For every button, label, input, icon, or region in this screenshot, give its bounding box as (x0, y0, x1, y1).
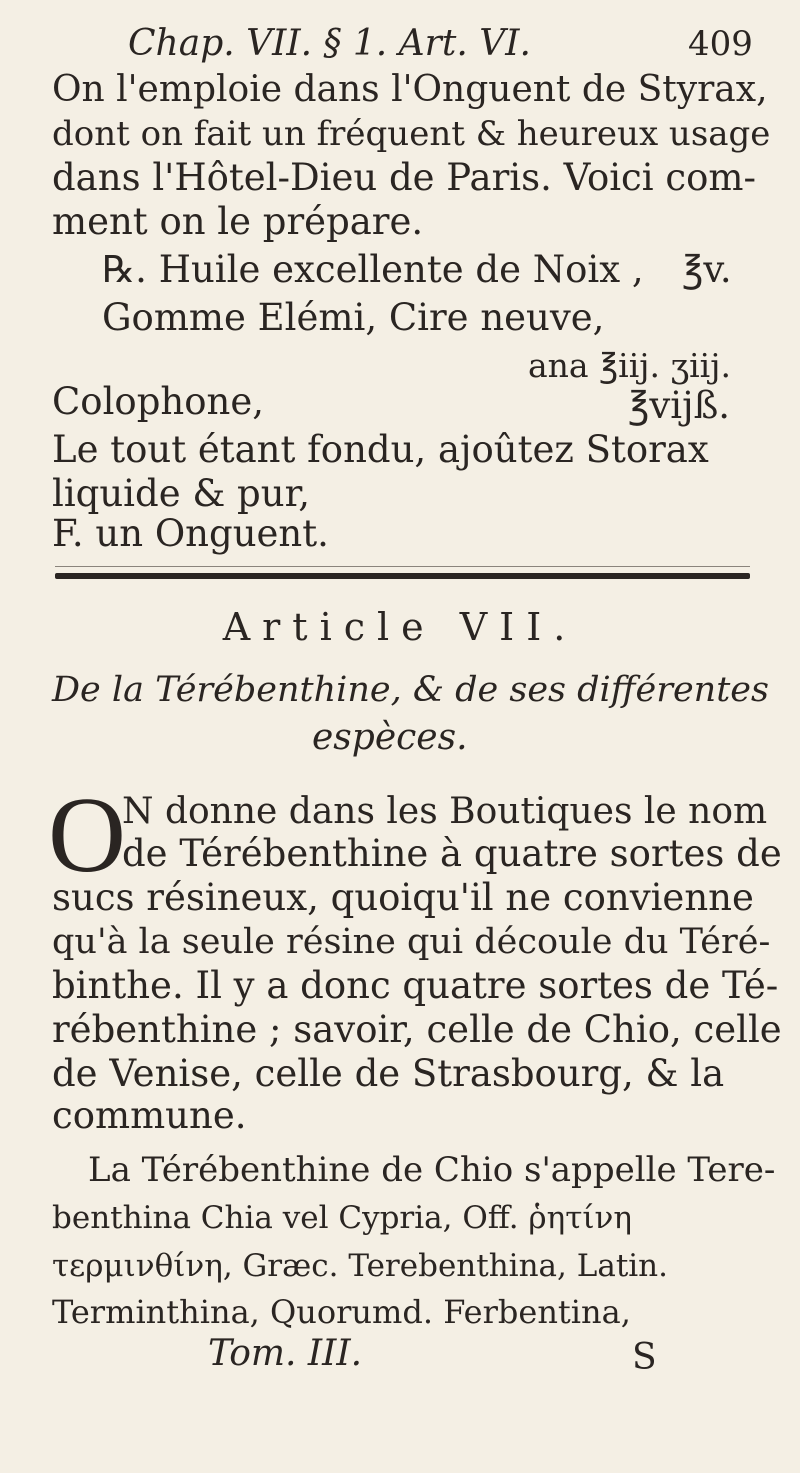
article-subtitle-line-2: espèces. (312, 717, 468, 758)
para1-line-2: de Térébenthine à quatre sortes de (122, 832, 782, 875)
para1-line-6: rébenthine ; savoir, celle de Chio, celle (52, 1008, 782, 1051)
para1-line-7: de Venise, celle de Strasbourg, & la (52, 1052, 725, 1095)
recipe-step-line-1: Le tout étant fondu, ajoûtez Storax (52, 428, 709, 471)
recipe-result: F. un Onguent. (52, 512, 329, 555)
recipe-ingredient-2: Gomme Elémi, Cire neuve, (102, 296, 605, 339)
intro-line-4: ment on le prépare. (52, 200, 424, 243)
para2-line-2: benthina Chia vel Cypria, Off. ῥητίνη (52, 1200, 632, 1236)
intro-line-3: dans l'Hôtel-Dieu de Paris. Voici com- (52, 156, 756, 199)
para1-line-3: sucs résineux, quoiqu'il ne convienne (52, 876, 754, 919)
intro-line-1: On l'emploie dans l'Onguent de Styrax, (52, 69, 768, 110)
page-number: 409 (688, 24, 753, 64)
para1-line-5: binthe. Il y a donc quatre sortes de Té- (52, 964, 779, 1007)
recipe-ingredient-3: Colophone, (52, 380, 264, 423)
drop-cap: O (48, 776, 126, 895)
para1-line-4: qu'à la seule résine qui découle du Téré- (52, 922, 771, 962)
signature-mark: S (632, 1337, 657, 1378)
recipe-step-line-2: liquide & pur, (52, 472, 310, 515)
para2-line-1: La Térébenthine de Chio s'appelle Tere- (88, 1150, 776, 1190)
recipe-colophone-quantity: ℥vijß. (628, 384, 731, 427)
para1-line-8: commune. (52, 1094, 247, 1137)
recipe-rx-quantity: ℥v. (682, 248, 732, 291)
para2-line-4: Terminthina, Quorumd. Ferbentina, (52, 1293, 631, 1331)
recipe-rx-line: ℞. Huile excellente de Noix , (102, 248, 644, 291)
para2-line-3: τερμινθίνη, Græc. Terebenthina, Latin. (52, 1248, 669, 1284)
signature-volume: Tom. III. (208, 1333, 363, 1374)
intro-line-2: dont on fait un fréquent & heureux usage (52, 114, 771, 154)
separator-thin-rule (55, 566, 750, 567)
running-head: Chap. VII. § 1. Art. VI. (128, 23, 531, 64)
para1-line-1: N donne dans les Boutiques le nom (122, 791, 768, 832)
article-title: Article VII. (222, 605, 578, 649)
separator-rule (55, 573, 750, 579)
recipe-ana-quantity: ana ℥iij. ʒiij. (528, 346, 731, 385)
article-subtitle-line-1: De la Térébenthine, & de ses différentes (52, 670, 769, 710)
